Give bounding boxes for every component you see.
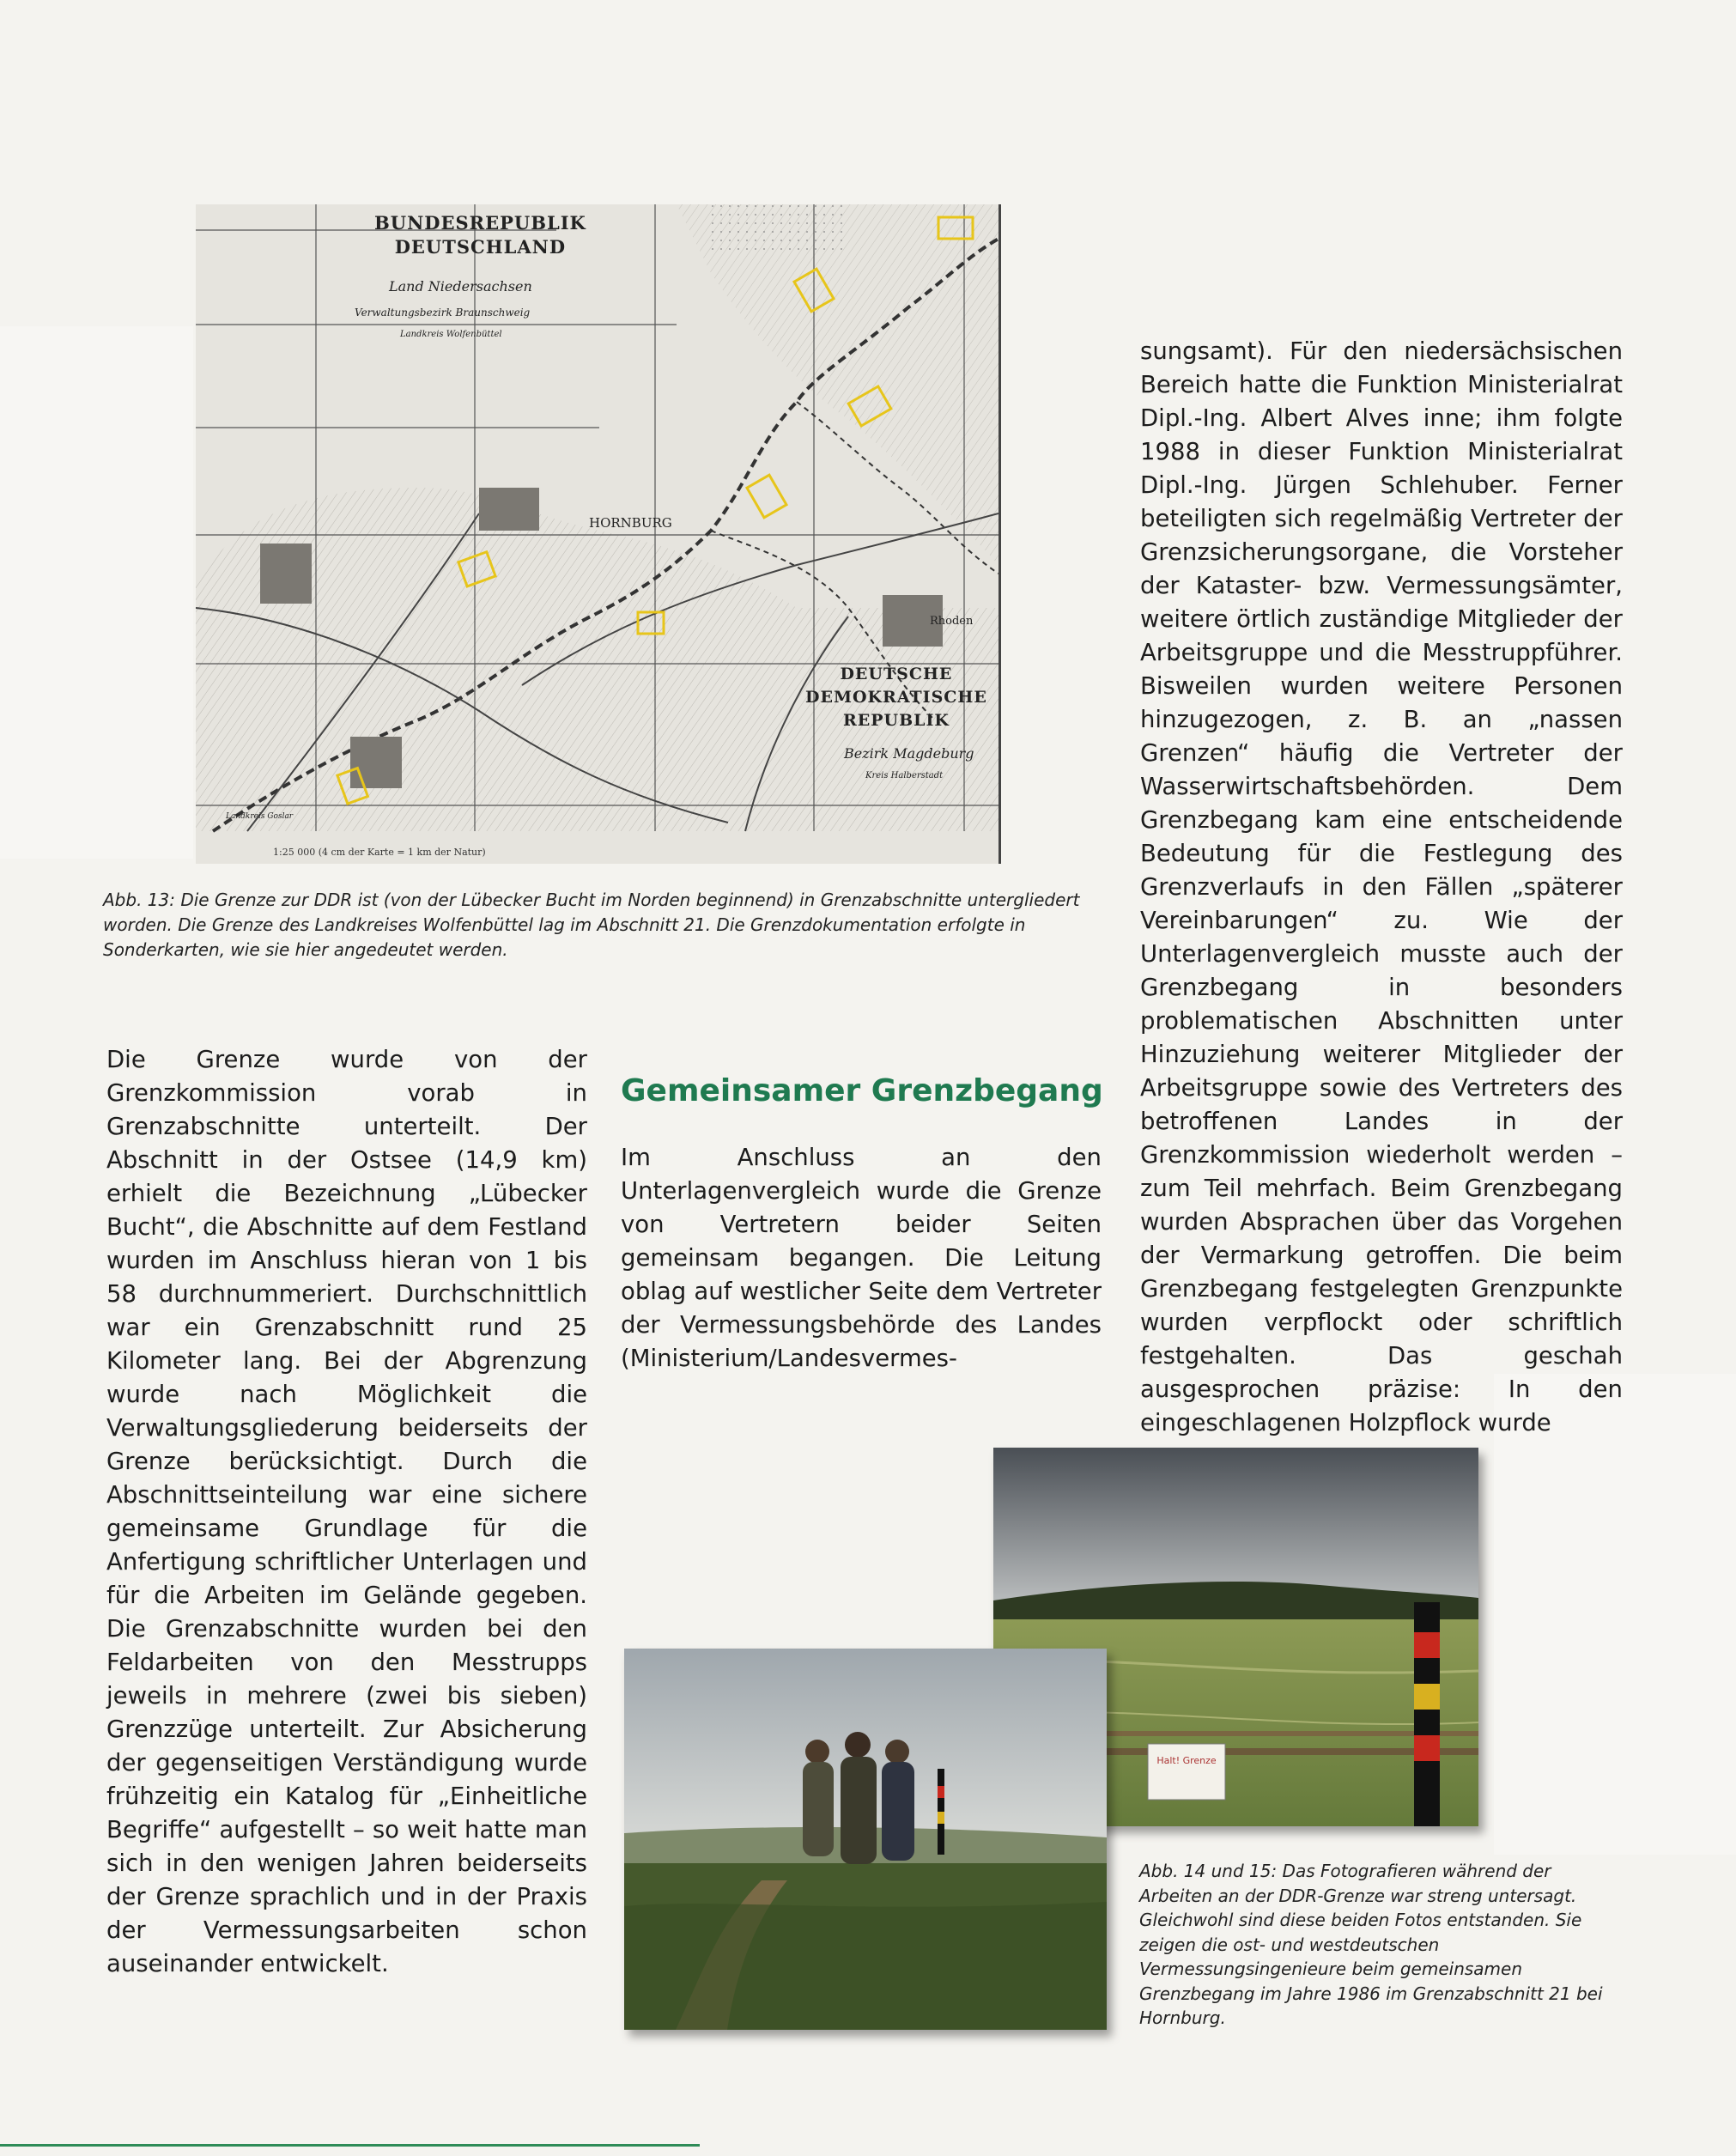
photo-sign-text: Halt! Grenze	[1156, 1755, 1217, 1766]
map-label-verwaltungsbezirk: Verwaltungsbezirk Braunschweig	[355, 307, 531, 319]
text-column-right	[1140, 335, 1623, 1440]
map-label-landkreis-goslar: Landkreis Goslar	[226, 812, 294, 821]
map-label-land: Land Niedersachsen	[389, 278, 532, 295]
surveyors-figures	[803, 1732, 914, 1864]
map-label-brd-line1: BUNDESREPUBLIK	[374, 212, 586, 234]
photo-surveyors-image	[624, 1649, 1107, 2030]
map-label-brd	[374, 211, 586, 259]
border-post-icon	[1414, 1602, 1440, 1826]
photo-surveyors	[624, 1649, 1107, 2030]
map-label-landkreis: Landkreis Wolfenbüttel	[400, 330, 502, 339]
map-scale-bar: 1:25 000 (4 cm der Karte = 1 km der Natur)	[273, 847, 486, 858]
map-label-brd-line2: DEUTSCHLAND	[394, 236, 567, 258]
paragraph-middle: Im Anschluss an den Unterlagenvergleich wurde die Grenze von Vertretern beider Seiten gemeinsam begangen. Die Leitung oblag auf westlicher Seite dem Vertreter der Vermessungsbehörde des Landes (Ministerium/Landesvermes-	[621, 1144, 1102, 1372]
map-label-ddr	[805, 663, 987, 732]
paragraph-left: Die Grenze wurde von der Grenzkommission vorab in Grenzabschnitte unterteilt. Der Abschnitt in der Ostsee (14,9 km) erhielt die Bezeichnung „Lübecker Bucht“, die Abschnitte auf dem Festland wurden im Anschluss hieran von 1 bis 58 durchnummeriert. Durchschnittlich war ein Grenzabschnitt rund 25 Kilometer lang. Bei der Abgrenzung wurde nach Möglichkeit die Verwaltungsgliederung beiderseits der Grenze berücksichtigt. Durch die Abschnittseinteilung war eine sichere gemeinsame Grundlage für die Anfertigung schriftlicher Unterlagen und für die Arbeiten im Gelände gegeben. Die Grenzabschnitte wurden bei den Feldarbeiten von den Messtrupps jeweils in mehrere (zwei bis sieben) Grenzzüge unterteilt. Zur Absicherung der gegenseitigen Verständigung wurde frühzeitig ein Katalog für „Einheitliche Begriffe“ aufgestellt – so weit hatte man sich in den wenigen Jahren beiderseits der Grenze sprachlich und in der Praxis der Vermessungsarbeiten schon auseinander entwickelt.	[106, 1046, 587, 1977]
map-label-kreis: Kreis Halberstadt	[865, 771, 944, 780]
border-map-figure	[196, 204, 1001, 864]
map-label-ddr-line2: DEMOKRATISCHE	[805, 688, 987, 707]
photos-caption: Abb. 14 und 15: Das Fotografieren während der Arbeiten an der DDR-Grenze war streng untersagt. Gleichwohl sind diese beiden Fotos entstanden. Sie zeigen die ost- und westdeutschen Vermessungsingenieure beim gemeinsamen Grenzbegang im Jahre 1986 im Grenzabschnitt 21 bei Hornburg.	[1139, 1861, 1603, 2028]
show-through-left	[0, 326, 193, 859]
paragraph-right: sungsamt). Für den niedersächsischen Bereich hatte die Funktion Ministerialrat Dipl.-Ing. Albert Alves inne; ihm folgte 1988 in dieser Funktion Ministerialrat Dipl.-Ing. Jürgen Schlehuber. Ferner beteiligten sich regelmäßig Vertreter der Grenzsicherungsorgane, die Vorsteher der Kataster- bzw. Vermessungsämter, weitere örtlich zuständige Mitglieder der Arbeitsgruppe und die Messtruppführer. Bisweilen wurden weitere Personen hinzugezogen, z. B. an „nassen Grenzen“ häufig die Vertreter der Wasserwirtschaftsbehörden. Dem Grenzbegang kam eine entscheidende Bedeutung für die Festlegung des Grenzverlaufs in den Fällen „späterer Vereinbarungen“ zu. Wie der Unterlagenvergleich musste auch der Grenzbegang in besonders problematischen Abschnitten unter Hinzuziehung weiterer Mitglieder der Arbeitsgruppe sowie des Vertreters des betroffenen Landes in der Grenzkommission wiederholt werden – zum Teil mehrfach. Beim Grenzbegang wurden Absprachen über das Vorgehen der Vermarkung getroffen. Die beim Grenzbegang festgelegten Grenzpunkte wurden verpflockt oder schriftlich festgehalten. Das geschah ausgesprochen präzise: In den eingeschlagenen Holzpflock wurde	[1140, 337, 1623, 1436]
section-heading: Gemeinsamer Grenzbegang	[621, 1073, 1103, 1108]
text-column-middle	[621, 1141, 1102, 1376]
text-column-left	[106, 1043, 587, 1981]
map-label-ddr-line3: REPUBLIK	[842, 711, 950, 730]
border-post-icon-2	[938, 1769, 944, 1855]
map-caption: Abb. 13: Die Grenze zur DDR ist (von der Lübecker Bucht im Norden beginnend) in Grenzabschnitte untergliedert worden. Die Grenze des Landkreises Wolfenbüttel lag im Abschnitt 21. Die Grenzdokumentation erfolgte in Sonderkarten, wie sie hier angedeutet werden.	[103, 890, 1080, 960]
map-town-rhoden: Rhoden	[930, 615, 974, 628]
map-label-bezirk: Bezirk Magdeburg	[844, 745, 974, 762]
map-label-ddr-line1: DEUTSCHE	[840, 665, 953, 683]
map-town-hornburg: HORNBURG	[589, 515, 672, 531]
show-through-right	[1494, 1374, 1736, 1855]
map-drawing	[196, 204, 999, 864]
footer-rule	[0, 2144, 700, 2147]
